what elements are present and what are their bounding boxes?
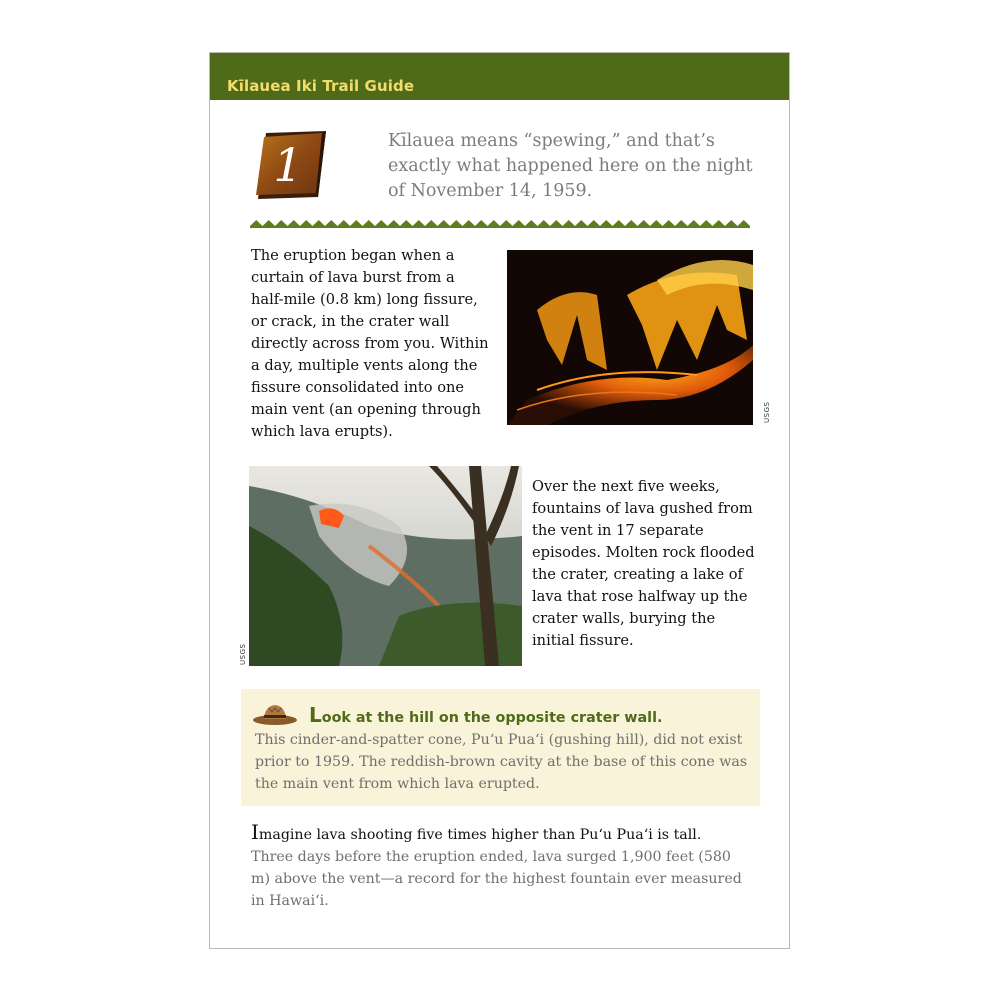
lava-curtain-photo bbox=[507, 250, 753, 425]
closing-title-rest: magine lava shooting five times higher than Pu‘u Pua‘i is tall. bbox=[258, 827, 702, 843]
intro-text: Kīlauea means “spewing,” and that’s exactly what happened here on the night of November 14, 1959. bbox=[388, 131, 753, 201]
stop-number-badge bbox=[254, 129, 326, 201]
lava-fountain-photo bbox=[249, 466, 522, 666]
closing-title bbox=[251, 821, 771, 846]
stop-number: 1 bbox=[273, 138, 303, 192]
photo-credit: USGS bbox=[239, 643, 247, 665]
closing-section bbox=[251, 821, 771, 912]
page-title: Kīlauea Iki Trail Guide bbox=[227, 77, 415, 95]
callout-title-rest: ook at the hill on the opposite crater wall. bbox=[321, 710, 663, 726]
zigzag-divider bbox=[250, 218, 750, 228]
eruption-paragraph: The eruption began when a curtain of lava burst from a half-mile (0.8 km) long fissure, or crack, in the crater wall directly across from you. Within a day, multiple vents along the fissure consolidated into one main vent (an opening through which lava erupts). bbox=[251, 247, 489, 440]
header-bar bbox=[210, 53, 789, 100]
look-callout bbox=[241, 689, 760, 806]
closing-title-initial: I bbox=[251, 820, 259, 844]
closing-body: Three days before the eruption ended, lava surged 1,900 feet (580 m) above the vent—a record for the highest fountain ever measured in Hawai‘i. bbox=[251, 849, 742, 909]
callout-title-initial: L bbox=[309, 703, 322, 727]
trail-guide-page bbox=[209, 52, 790, 949]
fountain-paragraph: Over the next five weeks, fountains of lava gushed from the vent in 17 separate episodes. Molten rock flooded the crater, creating a lake of lava that rose halfway up the crater walls, burying the initial fissure. bbox=[532, 478, 755, 649]
callout-body: This cinder-and-spatter cone, Pu‘u Pua‘i (gushing hill), did not exist prior to 1959. The reddish-brown cavity at the base of this cone was the main vent from which lava erupted. bbox=[255, 732, 748, 792]
photo-credit: USGS bbox=[763, 401, 771, 423]
callout-title bbox=[309, 703, 662, 727]
ranger-hat-icon bbox=[252, 700, 298, 726]
